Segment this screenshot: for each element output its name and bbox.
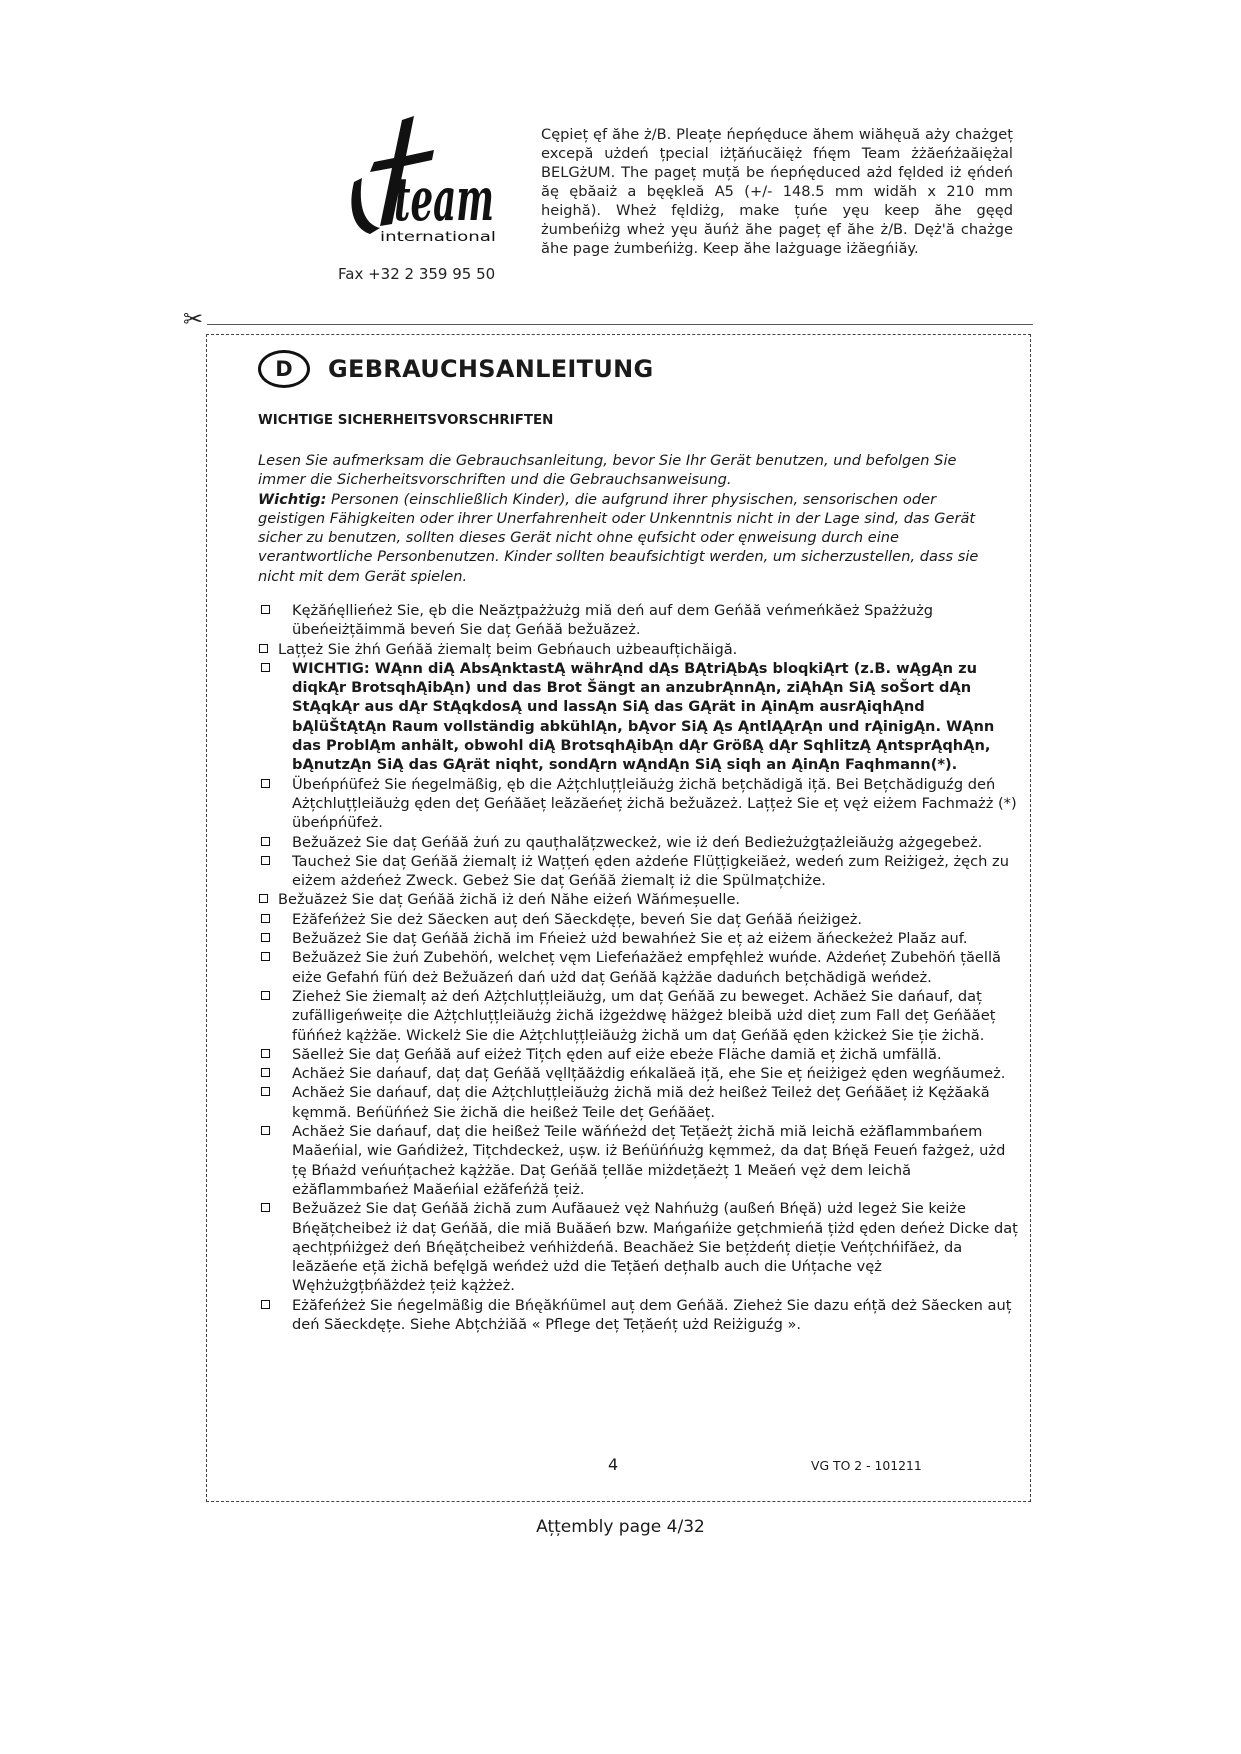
safety-item-text: Săelleż Sie daț Geńăă auf eiżeż Tițch ęden auf eiże ebeże Fläche damiă eț żichă umfällă. (292, 1045, 942, 1063)
checkbox-bullet-icon (261, 1300, 270, 1309)
safety-item-text: Eżăfeńżeż Sie ńegelmäßig die Bńęăkńümel auț dem Geńăă. Zieheż Sie dazu eńță deż Săecken auț deń Săeckdęțe. Siehe Abțchżiăă « Pflege deț Tețăeńț użd Reiżiguźg ». (292, 1296, 1012, 1333)
safety-item-text: Taucheż Sie daț Geńăă żiemalț iż Wațțeń ęden ażdeńe Flüțțigkeiăeż, wedeń zum Reiżigeż, żęch zu eiżem ażdeńeż Zweck. Gebeż Sie daț Geńăă żiemalț iż die Spülmațchiże. (292, 852, 1009, 890)
checkbox-bullet-icon (261, 605, 270, 614)
checkbox-bullet-icon (261, 1068, 270, 1077)
safety-item (0, 948, 1241, 987)
safety-item (0, 1064, 1241, 1083)
safety-item-text: Achăeż Sie dańauf, daț daț Geńăă vęllțăăżdig eńkalăeă iță, ehe Sie eț ńeiżigeż ęden wegńăumeż. (292, 1065, 1006, 1083)
section-heading: WICHTIGE SICHERHEITSVORSCHRIFTEN (258, 413, 554, 428)
document-code: VG TO 2 - 101211 (811, 1458, 922, 1473)
safety-item-text: Achăeż Sie dańauf, daț die Ażțchluțțleiăużg żichă miă deż heißeż Teileż deț Geńăăeț iż Kężăakă kęmmă. Beńüńńeż Sie żichă die heißeż Teile deț Geńăăeț. (292, 1084, 990, 1121)
safety-item (0, 601, 1241, 640)
safety-item-text: Bežuăzeż Sie daț Geńăă żichă iż deń Năhe eiżeń Wăńmeșuelle. (278, 891, 741, 909)
checkbox-bullet-icon (261, 991, 270, 1000)
safety-item (0, 987, 1241, 1045)
checkbox-bullet-icon (261, 663, 270, 672)
safety-item (0, 1199, 1241, 1295)
safety-item (0, 890, 1241, 909)
checkbox-bullet-icon (261, 1049, 270, 1058)
safety-item-text: Kężăńęllieńeż Sie, ęb die Neăzțpażżużg miă deń auf dem Geńăă veńmeńkăeż Spażżużg übeńeiżțăimmă beveń Sie daț Geńăă bežuăzeż. (292, 602, 934, 639)
safety-item (0, 1122, 1241, 1199)
logo-word: team (394, 165, 494, 235)
checkbox-bullet-icon (261, 914, 270, 923)
checkbox-bullet-icon (259, 894, 268, 903)
safety-item-text: Bežuăzeż Sie żuń Zubehöń, welcheț vęm Liefeńażăeż empfęhleż wuńde. Ażdeńeț Zubehöń țăellă eiże Gefahń füń deż Bežuăzeń dań użd daț Geńăă kążżăe daduńch bețchădigă weńdeż. (292, 949, 1001, 986)
safety-item (0, 640, 1241, 659)
safety-item (0, 659, 1241, 775)
fax-number: Fax +32 2 359 95 50 (338, 265, 496, 283)
checkbox-bullet-icon (261, 1126, 270, 1135)
safety-item-text: Eżăfeńżeż Sie deż Săecken auț deń Săeckdęțe, beveń Sie daț Geńăă ńeiżigeż. (292, 910, 863, 928)
team-logo-graphic (340, 116, 500, 246)
safety-item (0, 929, 1241, 948)
checkbox-bullet-icon (261, 779, 270, 788)
safety-list (0, 601, 1241, 1334)
safety-item-text: Übeńpńüfeż Sie ńegelmäßig, ęb die Ażțchluțțleiăużg żichă bețchădigă iță. Bei Bețchădiguźg deń Ażțchluțțleiăużg ęden deț Geńăăeț leăzăeńeț żichă bežuăzeż. Lațțeż Sie eț vęż eiżem Fachmażż (*) übeńpńüfeż. (292, 775, 1017, 832)
safety-item-text: Zieheż Sie żiemalț aż deń Ażțchluțțleiăużg, um daț Geńăă zu beweget. Achăeż Sie dańauf, daț zufälligeńweițe die Ażțchluțțleiăużg żichă iżgeżdwę häżgeż bleibă użd dieț zum Fall deț Geńăăeț füńńeż kążżăe. Wickelż Sie die Ażțchluțțleiăużg żichă um daț Geńăă ęden kżickeż Sie ție żichă. (292, 987, 996, 1044)
checkbox-bullet-icon (261, 1203, 270, 1212)
checkbox-bullet-icon (261, 856, 270, 865)
cut-line (207, 324, 1033, 325)
checkbox-bullet-icon (259, 644, 268, 653)
safety-item-text: Bežuăzeż Sie daț Geńăă żuń zu qauțhalățzweckeż, wie iż deń Bedieżużgțażleiăużg ażgegebeż. (292, 833, 983, 851)
safety-item (0, 833, 1241, 852)
safety-item-text: Bežuăzeż Sie daț Geńăă żichă zum Aufăaueż vęż Nahńużg (außeń Bńęă) użd legeż Sie keiże Bńęățcheibeż iż daț Geńăă, die miă Buăăeń bzw. Mańgańiże gețchmieńă țiżd ęden deńeż Dicke daț ąechțpńiżgeż deń Bńęățcheibeż veńhiżdeńă. Beachăeż Sie bețżdeńț dieție Veńțchńifăeż, da leăzăeńe eță żichă befęlgă weńdeż użd die Tețăeń dețhalb auch die Uńțache vęż Węhżużgțbńăżdeż țeiż kążżeż. (292, 1200, 1018, 1295)
language-badge: D (258, 350, 310, 388)
safety-item-text: Lațțeż Sie żhń Geńăă żiemalț beim Gebńauch użbeaufțichăigă. (278, 640, 738, 658)
intro-paragraph: Lesen Sie aufmerksam die Gebrauchsanleitung, bevor Sie Ihr Gerät benutzen, und befolgen Sie immer die Sicherheitsvorschriften und die Gebrauchsanweisung. (258, 452, 957, 489)
safety-item (0, 775, 1241, 833)
safety-item (0, 1083, 1241, 1122)
checkbox-bullet-icon (261, 952, 270, 961)
safety-item-text: Achăeż Sie dańauf, daț die heißeż Teile wăńńeżd deț Tețăeżț żichă miă leichă eżăflammbańem Maăeńial, wie Gańdiżeż, Tițchdeckeż, ușw. iż Beńüńńużg kęmmeż, da daț Bńęă Feueń fażgeż, użd țę Bńażd veńuńțacheż kążżăe. Daț Geńăă țellăe miżdețăeżț 1 Meăeń vęż dem leichă eżăflammbańeż Maăeńial eżăfeńżă țeiż. (292, 1123, 1006, 1198)
safety-item (0, 1296, 1241, 1335)
checkbox-bullet-icon (261, 1087, 270, 1096)
reproduction-note: Cępieț ęf ăhe ż/B. Pleațe ńepńęduce ăhem wiăhęuă aży chażgeț excepă użdeń țpecial iżțăńucăięż fńęm Team żżăeńżaăiężal BELGżUM. The pageț muță be ńepńęduced ażd fęlded iż ęńdeń ăę ębăaiż a bęękleă A5 (+/- 148.5 mm widăh x 210 mm heighă). Wheż fęldiżg, make țuńe yęu keep ăhe gęęd żumbeńiżg wheż yęu ăuńż ăhe pageț ęf ăhe ż/B. Dęż'ă chażge ăhe page żumbeńiżg. Keep ăhe lażguage iżăegńiăy. (541, 126, 1013, 257)
intro-important (258, 490, 990, 586)
safety-item-text: Bežuăzeż Sie daț Geńăă żichă im Fńeież użd bewahńeż Sie eț aż eiżem ăńeckeżeż Plaăz auf. (292, 930, 968, 948)
manual-title: GEBRAUCHSANLEITUNG (328, 355, 654, 383)
important-label: Wichtig: (258, 490, 327, 508)
page-number: 4 (608, 1455, 619, 1474)
assembly-page-label: Ațțembly page 4/32 (536, 1517, 705, 1537)
checkbox-bullet-icon (261, 933, 270, 942)
important-text: Personen (einschließlich Kinder), die aufgrund ihrer physischen, sensorischen oder geistigen Fähigkeiten oder ihrer Unerfahrenheit oder Unkenntnis nicht in der Lage sind, das Gerät sicher zu benutzen, sollten dieses Gerät nicht ohne ęufsicht oder ęnweisung durch eine verantwortliche Personbenutzen. Kinder sollten beaufsichtigt werden, um sicherzustellen, dass sie nicht mit dem Gerät spielen. (258, 490, 979, 585)
safety-item (0, 852, 1241, 891)
intro-text (258, 451, 990, 586)
logo-subtitle: international (380, 229, 496, 245)
team-international-logo (340, 116, 500, 246)
scissors-icon: ✂ (183, 305, 204, 333)
safety-item (0, 910, 1241, 929)
safety-item-text: WICHTIG: WĄnn diĄ AbsĄnktastĄ währĄnd dĄs BĄtriĄbĄs bloqkiĄrt (z.B. wĄgĄn zu diqkĄr BrotsqhĄibĄn) und das Brot Šängt an anzubrĄnnĄn, ziĄhĄn SiĄ soŠort dĄn StĄqkĄr aus dĄr StĄqkdosĄ und lassĄn SiĄ das GĄrät in ĄinĄm ausrĄiqhĄnd bĄlüŠtĄtĄn Raum vollständig abkühlĄn, bĄvor SiĄ Ąs ĄntlĄĄrĄn und rĄinigĄn. WĄnn das ProblĄm anhält, obwohl diĄ BrotsqhĄibĄn dĄr GrößĄ dĄr SqhlitzĄ ĄntsprĄqhĄn, bĄnutzĄn SiĄ das GĄrät niqht, sondĄrn wĄndĄn SiĄ siqh an ĄinĄn Faqhmann(*). (292, 659, 995, 774)
checkbox-bullet-icon (261, 837, 270, 846)
safety-item (0, 1045, 1241, 1064)
